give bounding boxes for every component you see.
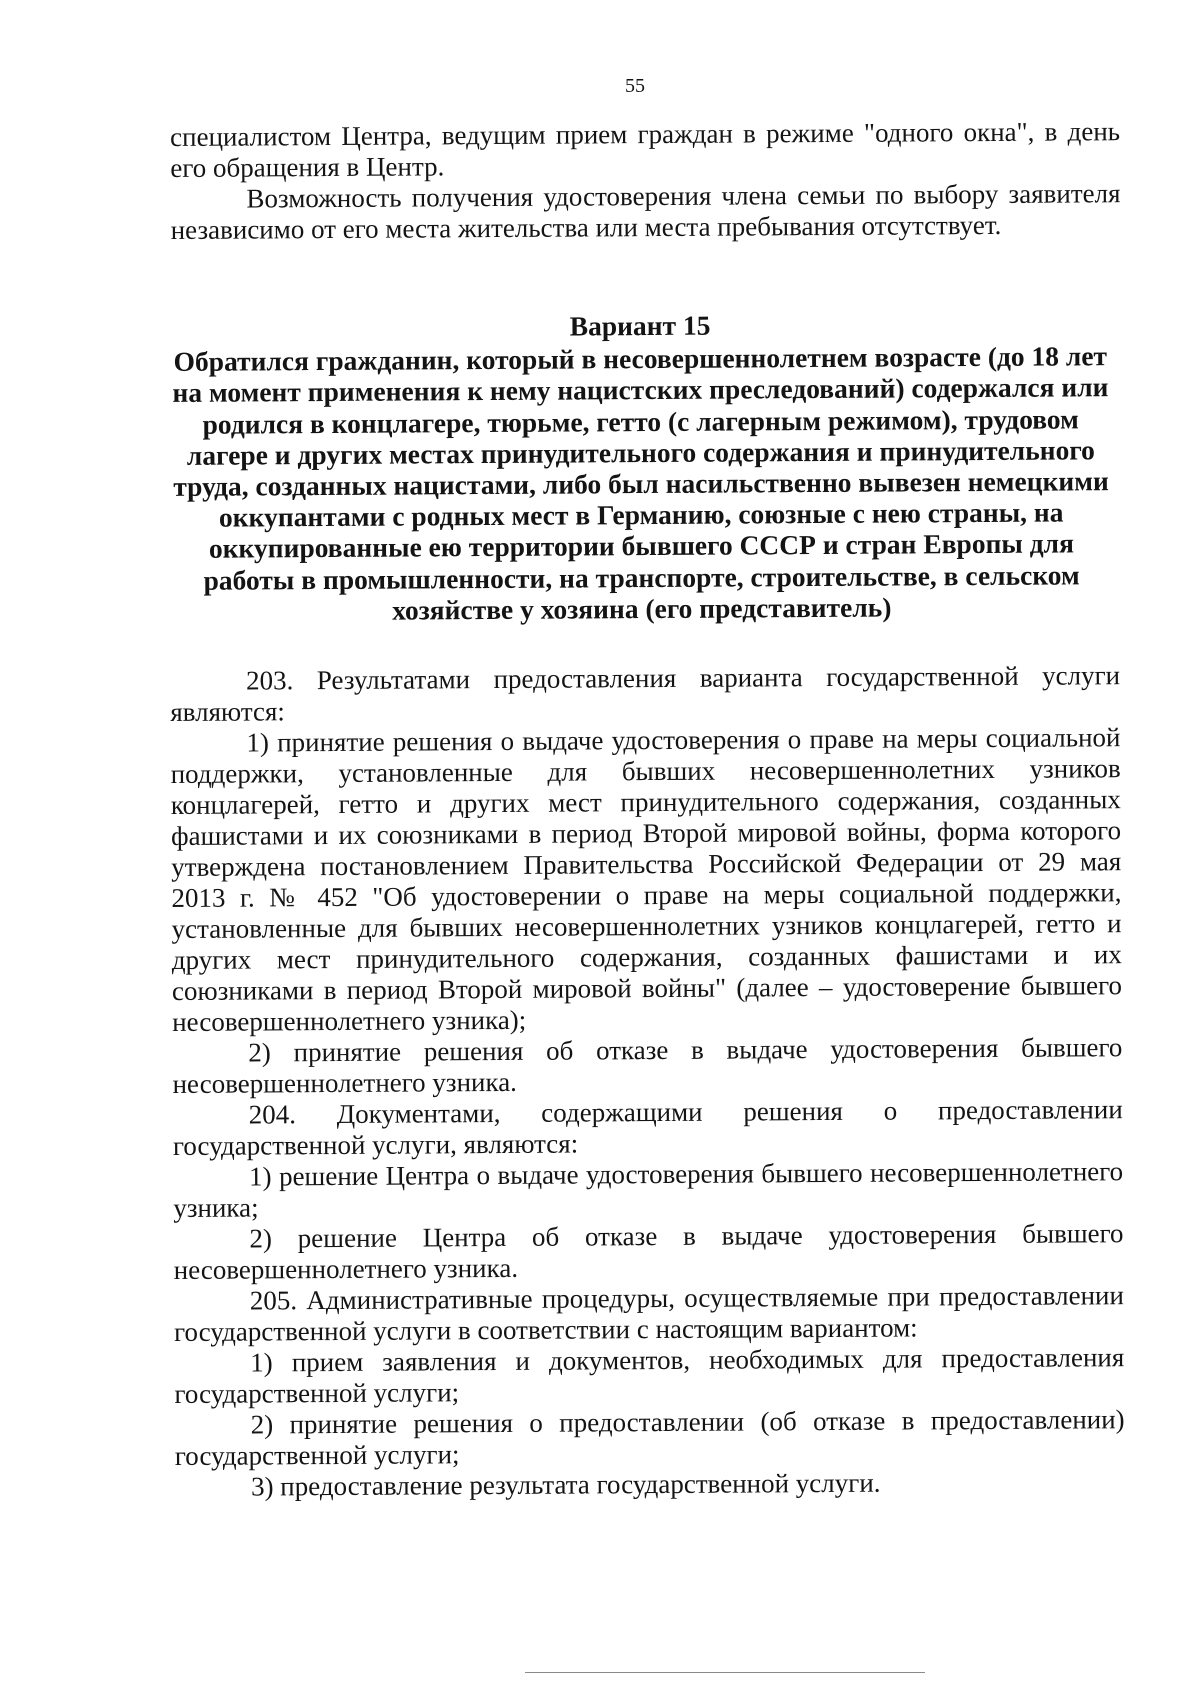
paragraph-203-item-2: 2) принятие решения об отказе в выдаче удостоверения бывшего несовершеннолетнего узника. — [172, 1032, 1123, 1099]
paragraph-204: 204. Документами, содержащими решения о предоставлении государственной услуги, являются: — [172, 1094, 1123, 1161]
main-text — [170, 660, 1125, 1503]
variant-subtitle: Обратился гражданин, который в несовершеннолетнем возрасте (до 18 лет на момент применения к нему нацистских преследований) содержался или родился в концлагере, тюрьме, гетто (с лагерным режимом), трудовом лагере и других местах принудительного содержания и принудительного труда, созданных нацистами, либо был насильственно вывезен немецкими оккупантами с родных мест в Германию, союзные с нею страны, на оккупированные ею территории бывшего СССР и стран Европы для работы в промышленности, на транспорте, строительстве, в сельском хозяйстве у хозяина (его представитель) — [172, 340, 1109, 626]
variant-heading — [160, 307, 1122, 627]
page-number: 55 — [625, 75, 645, 97]
paragraph-205: 205. Административные процедуры, осуществляемые при предоставлении государственной услуги в соответствии с настоящим вариантом: — [173, 1280, 1124, 1347]
paragraph-205-item-2: 2) принятие решения о предоставлении (об отказе в предоставлении) государственной услуги; — [174, 1404, 1125, 1471]
intro-paragraph-continued: специалистом Центра, ведущим прием граждан в режиме "одного окна", в день его обращения в Центр. — [170, 116, 1121, 183]
paragraph-203: 203. Результатами предоставления варианта государственной услуги являются: — [170, 660, 1121, 727]
paragraph-204-item-1: 1) решение Центра о выдаче удостоверения бывшего несовершеннолетнего узника; — [173, 1156, 1124, 1223]
paragraph-203-item-1: 1) принятие решения о выдаче удостоверения о праве на меры социальной поддержки, установленные для бывших несовершеннолетних узников концлагерей, гетто и других мест принудительного содержания, созданных фашистами и их союзниками в период Второй мировой войны, форма которого утверждена постановлением Правительства Российской Федерации от 29 мая 2013 г. № 452 "Об удостоверении о праве на меры социальной поддержки, установленные для бывших несовершеннолетних узников концлагерей, гетто и других мест принудительного содержания, созданных фашистами и их союзниками в период Второй мировой войны" (далее – удостоверение бывшего несовершеннолетнего узника); — [170, 722, 1123, 1037]
intro-text — [170, 116, 1121, 246]
paragraph-205-item-3: 3) предоставление результата государственной услуги. — [250, 1467, 881, 1502]
paragraph-205-item-1: 1) прием заявления и документов, необходимых для предоставления государственной услуги; — [174, 1342, 1125, 1409]
footer-rule — [525, 1672, 925, 1673]
variant-title: Вариант 15 — [569, 309, 711, 342]
intro-paragraph-certificate: Возможность получения удостоверения члена семьи по выбору заявителя независимо от его места жительства или места пребывания отсутствует. — [170, 178, 1121, 245]
paragraph-204-item-2: 2) решение Центра об отказе в выдаче удостоверения бывшего несовершеннолетнего узника. — [173, 1218, 1124, 1285]
